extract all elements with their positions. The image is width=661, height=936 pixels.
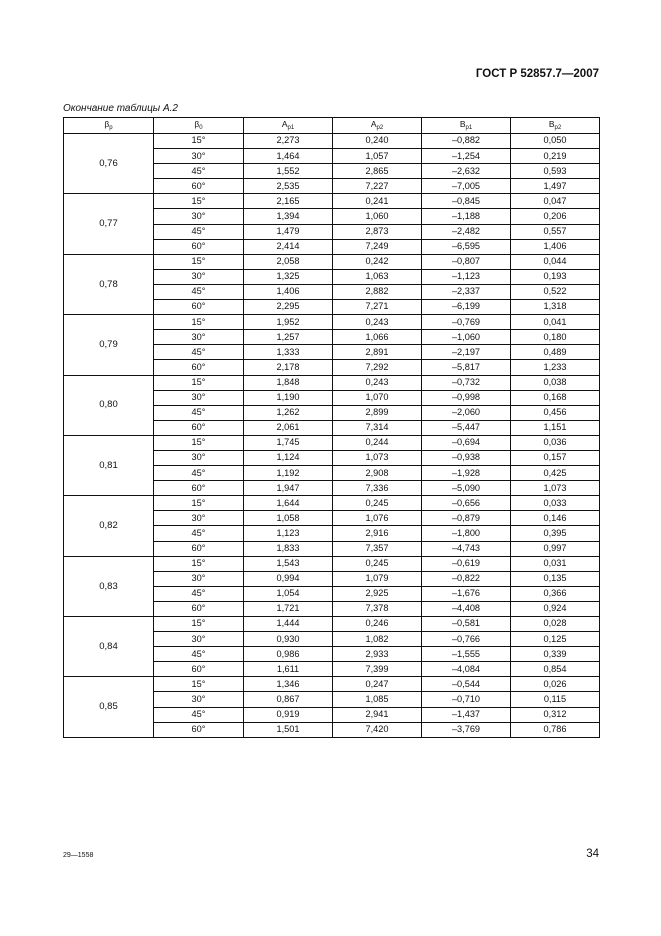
- table-cell: 2,916: [333, 526, 422, 541]
- table-caption: Окончание таблицы А.2: [63, 103, 178, 114]
- table-cell: 0,135: [511, 571, 600, 586]
- table-cell: –7,005: [422, 179, 511, 194]
- col-header-beta-0: $\beta_0$: [154, 118, 244, 134]
- table-cell: –0,619: [422, 556, 511, 571]
- table-cell: 7,357: [333, 541, 422, 556]
- table-cell: 0,245: [333, 496, 422, 511]
- table-cell: –6,595: [422, 239, 511, 254]
- beta-p-cell: 0,85: [64, 677, 154, 737]
- table-cell: 2,061: [244, 420, 333, 435]
- table-cell: –1,437: [422, 707, 511, 722]
- table-cell: 1,151: [511, 420, 600, 435]
- table-cell: 1,060: [333, 209, 422, 224]
- table-cell: 1,325: [244, 269, 333, 284]
- col-header-b-p1: $B_{p1}$: [422, 118, 511, 134]
- table-cell: 1,058: [244, 511, 333, 526]
- table-cell: –0,882: [422, 134, 511, 149]
- table-cell: 1,394: [244, 209, 333, 224]
- table-cell: 0,044: [511, 254, 600, 269]
- table-cell: 0,244: [333, 435, 422, 450]
- table-cell: 0,557: [511, 224, 600, 239]
- table-cell: 0,245: [333, 556, 422, 571]
- table-cell: –1,254: [422, 149, 511, 164]
- table-cell: 0,115: [511, 692, 600, 707]
- table-cell: 1,082: [333, 632, 422, 647]
- table-cell: –0,732: [422, 375, 511, 390]
- table-cell: 0,986: [244, 647, 333, 662]
- table-row: [64, 556, 600, 571]
- table-row: [64, 496, 600, 511]
- col-header-a-p1: $A_{p1}$: [244, 118, 333, 134]
- table-cell: 0,854: [511, 662, 600, 677]
- table-cell: 7,336: [333, 481, 422, 496]
- table-cell: 0,146: [511, 511, 600, 526]
- table-cell: 0,031: [511, 556, 600, 571]
- table-cell: 60°: [154, 601, 244, 616]
- table-cell: 0,919: [244, 707, 333, 722]
- table-cell: 1,611: [244, 662, 333, 677]
- table-row: [64, 375, 600, 390]
- table-cell: 0,240: [333, 134, 422, 149]
- table-cell: –0,769: [422, 315, 511, 330]
- table-cell: 1,233: [511, 360, 600, 375]
- page-number: 34: [586, 848, 599, 860]
- table-cell: 45°: [154, 647, 244, 662]
- table-cell: 1,464: [244, 149, 333, 164]
- table-cell: 0,242: [333, 254, 422, 269]
- table-cell: 2,414: [244, 239, 333, 254]
- table-cell: 0,180: [511, 330, 600, 345]
- table-cell: 2,295: [244, 300, 333, 315]
- table-cell: 0,924: [511, 601, 600, 616]
- table-cell: 2,891: [333, 345, 422, 360]
- table-cell: 60°: [154, 300, 244, 315]
- table-cell: 1,543: [244, 556, 333, 571]
- table-cell: 15°: [154, 254, 244, 269]
- table-cell: 0,241: [333, 194, 422, 209]
- table-cell: 15°: [154, 375, 244, 390]
- table-cell: 15°: [154, 677, 244, 692]
- table-cell: 30°: [154, 450, 244, 465]
- coefficients-table: [63, 117, 600, 738]
- table-row: [64, 677, 600, 692]
- col-header-b-p2: $B_{p2}$: [511, 118, 600, 134]
- table-cell: 1,745: [244, 435, 333, 450]
- table-cell: 1,066: [333, 330, 422, 345]
- table-cell: 1,406: [244, 284, 333, 299]
- table-cell: 0,456: [511, 405, 600, 420]
- col-header-beta-p: $\beta_p$: [64, 118, 154, 134]
- table-cell: –1,928: [422, 466, 511, 481]
- table-cell: 30°: [154, 269, 244, 284]
- table-cell: –2,632: [422, 164, 511, 179]
- table-cell: 0,206: [511, 209, 600, 224]
- beta-p-cell: 0,82: [64, 496, 154, 556]
- table-cell: 0,036: [511, 435, 600, 450]
- table-cell: –0,581: [422, 617, 511, 632]
- table-cell: 0,157: [511, 450, 600, 465]
- table-cell: 1,644: [244, 496, 333, 511]
- table-row: [64, 194, 600, 209]
- table-cell: 1,333: [244, 345, 333, 360]
- table-cell: 0,522: [511, 284, 600, 299]
- table-cell: 0,047: [511, 194, 600, 209]
- table-cell: 2,178: [244, 360, 333, 375]
- beta-p-cell: 0,77: [64, 194, 154, 254]
- table-cell: 0,243: [333, 375, 422, 390]
- table-cell: –1,060: [422, 330, 511, 345]
- footer-signature: 29—1558: [63, 852, 94, 859]
- table-cell: 15°: [154, 556, 244, 571]
- table-cell: –3,769: [422, 722, 511, 737]
- table-cell: 0,867: [244, 692, 333, 707]
- table-cell: 45°: [154, 526, 244, 541]
- table-cell: 0,219: [511, 149, 600, 164]
- table-cell: 2,273: [244, 134, 333, 149]
- document-code: ГОСТ Р 52857.7—2007: [475, 68, 599, 80]
- table-cell: –1,188: [422, 209, 511, 224]
- table-cell: 1,124: [244, 450, 333, 465]
- table-cell: 2,941: [333, 707, 422, 722]
- table-row: [64, 435, 600, 450]
- table-cell: 1,947: [244, 481, 333, 496]
- table-cell: 0,033: [511, 496, 600, 511]
- table-cell: 30°: [154, 511, 244, 526]
- table-header-row: [64, 118, 600, 134]
- table-cell: 30°: [154, 692, 244, 707]
- table-cell: 1,318: [511, 300, 600, 315]
- table-cell: 45°: [154, 707, 244, 722]
- table-cell: –0,656: [422, 496, 511, 511]
- table-cell: 60°: [154, 662, 244, 677]
- table-cell: –2,482: [422, 224, 511, 239]
- table-cell: 45°: [154, 284, 244, 299]
- table-cell: 2,908: [333, 466, 422, 481]
- table-cell: 1,073: [333, 450, 422, 465]
- table-cell: –2,060: [422, 405, 511, 420]
- table-cell: –0,766: [422, 632, 511, 647]
- table-cell: 1,444: [244, 617, 333, 632]
- table-cell: 1,079: [333, 571, 422, 586]
- table-cell: –4,084: [422, 662, 511, 677]
- table-cell: 0,246: [333, 617, 422, 632]
- table-cell: 0,038: [511, 375, 600, 390]
- table-cell: 0,168: [511, 390, 600, 405]
- table-cell: 1,070: [333, 390, 422, 405]
- table-cell: 1,833: [244, 541, 333, 556]
- table-cell: 45°: [154, 345, 244, 360]
- table-cell: –4,743: [422, 541, 511, 556]
- table-cell: 1,123: [244, 526, 333, 541]
- beta-p-cell: 0,83: [64, 556, 154, 616]
- table-row: [64, 315, 600, 330]
- table-cell: 45°: [154, 224, 244, 239]
- table-cell: 2,058: [244, 254, 333, 269]
- table-cell: 60°: [154, 541, 244, 556]
- table-cell: 15°: [154, 496, 244, 511]
- table-cell: 2,933: [333, 647, 422, 662]
- table-cell: 2,865: [333, 164, 422, 179]
- table-cell: –5,817: [422, 360, 511, 375]
- table-cell: 1,501: [244, 722, 333, 737]
- table-cell: 0,997: [511, 541, 600, 556]
- table-cell: –0,998: [422, 390, 511, 405]
- table-cell: –6,199: [422, 300, 511, 315]
- table-cell: 1,497: [511, 179, 600, 194]
- table-cell: 30°: [154, 149, 244, 164]
- table-body: [64, 134, 600, 738]
- table-cell: –0,879: [422, 511, 511, 526]
- table-cell: –1,800: [422, 526, 511, 541]
- table-cell: –0,807: [422, 254, 511, 269]
- table-cell: 0,026: [511, 677, 600, 692]
- table-cell: 60°: [154, 481, 244, 496]
- table-cell: 60°: [154, 360, 244, 375]
- table-cell: 45°: [154, 466, 244, 481]
- table-cell: 1,952: [244, 315, 333, 330]
- table-cell: 0,366: [511, 586, 600, 601]
- table-cell: –0,938: [422, 450, 511, 465]
- table-cell: 0,243: [333, 315, 422, 330]
- table-row: [64, 254, 600, 269]
- table-cell: –1,123: [422, 269, 511, 284]
- table-cell: 1,057: [333, 149, 422, 164]
- table-cell: 1,085: [333, 692, 422, 707]
- table-cell: 1,346: [244, 677, 333, 692]
- table-cell: 60°: [154, 179, 244, 194]
- table-cell: 0,489: [511, 345, 600, 360]
- table-cell: 0,786: [511, 722, 600, 737]
- table-cell: 0,193: [511, 269, 600, 284]
- table-cell: 60°: [154, 722, 244, 737]
- table-cell: 0,930: [244, 632, 333, 647]
- table-cell: 7,314: [333, 420, 422, 435]
- table-cell: 15°: [154, 315, 244, 330]
- table-cell: 1,257: [244, 330, 333, 345]
- table-cell: 15°: [154, 435, 244, 450]
- table-cell: 7,249: [333, 239, 422, 254]
- table-cell: 7,420: [333, 722, 422, 737]
- table-cell: 60°: [154, 420, 244, 435]
- table-cell: –4,408: [422, 601, 511, 616]
- table-cell: 1,054: [244, 586, 333, 601]
- beta-p-cell: 0,78: [64, 254, 154, 314]
- table-cell: 7,399: [333, 662, 422, 677]
- table-cell: 45°: [154, 164, 244, 179]
- table-cell: 30°: [154, 209, 244, 224]
- table-cell: 1,073: [511, 481, 600, 496]
- table-cell: 0,339: [511, 647, 600, 662]
- table-cell: 0,425: [511, 466, 600, 481]
- beta-p-cell: 0,81: [64, 435, 154, 495]
- table-cell: 0,041: [511, 315, 600, 330]
- table-cell: 0,028: [511, 617, 600, 632]
- table-cell: –0,710: [422, 692, 511, 707]
- table-cell: 2,873: [333, 224, 422, 239]
- table-cell: 30°: [154, 632, 244, 647]
- table-cell: 15°: [154, 134, 244, 149]
- table-cell: –5,090: [422, 481, 511, 496]
- table-cell: 1,262: [244, 405, 333, 420]
- table-cell: 2,535: [244, 179, 333, 194]
- table-cell: 1,192: [244, 466, 333, 481]
- table-cell: 30°: [154, 330, 244, 345]
- table-cell: 0,125: [511, 632, 600, 647]
- table-cell: 7,271: [333, 300, 422, 315]
- col-header-a-p2: $A_{p2}$: [333, 118, 422, 134]
- table-cell: 45°: [154, 405, 244, 420]
- table-cell: 2,925: [333, 586, 422, 601]
- table-cell: 7,292: [333, 360, 422, 375]
- table-cell: 0,312: [511, 707, 600, 722]
- beta-p-cell: 0,80: [64, 375, 154, 435]
- table-cell: 0,247: [333, 677, 422, 692]
- table-cell: 1,063: [333, 269, 422, 284]
- table-cell: 2,165: [244, 194, 333, 209]
- table-cell: 1,552: [244, 164, 333, 179]
- table-row: [64, 134, 600, 149]
- table-cell: 1,076: [333, 511, 422, 526]
- beta-p-cell: 0,79: [64, 315, 154, 375]
- table-cell: 2,882: [333, 284, 422, 299]
- table-cell: 1,190: [244, 390, 333, 405]
- table-cell: –0,694: [422, 435, 511, 450]
- table-cell: –0,544: [422, 677, 511, 692]
- table-cell: 0,593: [511, 164, 600, 179]
- table-cell: –0,822: [422, 571, 511, 586]
- table-cell: 7,227: [333, 179, 422, 194]
- table-cell: 15°: [154, 194, 244, 209]
- table-cell: –1,676: [422, 586, 511, 601]
- table-cell: –2,337: [422, 284, 511, 299]
- table-cell: –1,555: [422, 647, 511, 662]
- beta-p-cell: 0,84: [64, 617, 154, 677]
- table-cell: 1,848: [244, 375, 333, 390]
- table-cell: 0,994: [244, 571, 333, 586]
- table-cell: 2,899: [333, 405, 422, 420]
- table-cell: 60°: [154, 239, 244, 254]
- table-cell: –2,197: [422, 345, 511, 360]
- beta-p-cell: 0,76: [64, 134, 154, 194]
- table-cell: 0,395: [511, 526, 600, 541]
- table-cell: 30°: [154, 390, 244, 405]
- table-cell: –5,447: [422, 420, 511, 435]
- table-cell: 30°: [154, 571, 244, 586]
- table-row: [64, 617, 600, 632]
- table-cell: 0,050: [511, 134, 600, 149]
- table-cell: –0,845: [422, 194, 511, 209]
- table-cell: 7,378: [333, 601, 422, 616]
- table-cell: 1,479: [244, 224, 333, 239]
- table-cell: 15°: [154, 617, 244, 632]
- table-cell: 1,406: [511, 239, 600, 254]
- table-cell: 1,721: [244, 601, 333, 616]
- table-cell: 45°: [154, 586, 244, 601]
